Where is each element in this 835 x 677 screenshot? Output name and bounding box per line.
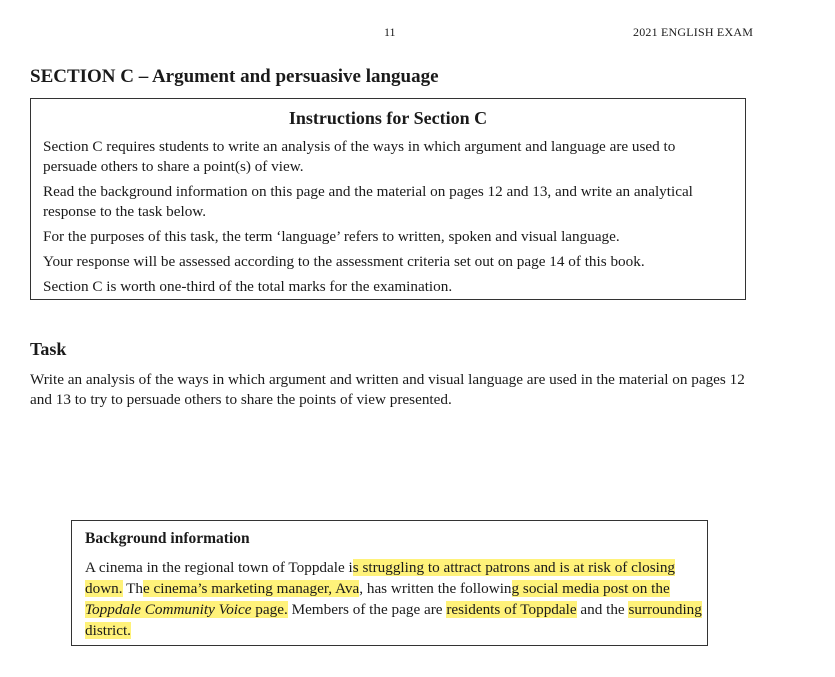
background-text (85, 557, 705, 641)
instruction-paragraph: Section C requires students to write an analysis of the ways in which argument and language are used to persuade others to share a point(s) of view. (43, 138, 676, 175)
highlighted-text: e cinema’s marketing manager, Ava (142, 580, 360, 597)
task-text: Write an analysis of the ways in which argument and written and visual language are used in the material on pages 12 and 13 to try to persuade others to share the points of view presented. (30, 371, 745, 408)
highlighted-text: surrounding district. (85, 601, 702, 639)
section-heading: SECTION C – Argument and persuasive language (30, 66, 439, 87)
highlighted-text: g social media post on the (511, 580, 670, 597)
instruction-paragraph: Section C is worth one-third of the total marks for the examination. (43, 278, 453, 295)
highlighted-text: page. (251, 601, 288, 618)
highlighted-text-publication: Toppdale Community Voice (85, 601, 252, 618)
highlighted-text: residents of Toppdale (446, 601, 577, 618)
instructions-body (43, 137, 733, 302)
background-segment: Members of the page are (287, 601, 447, 618)
instructions-box (30, 98, 746, 300)
instruction-paragraph: For the purposes of this task, the term ‘language’ refers to written, spoken and visual language. (43, 228, 620, 245)
highlighted-text: s struggling to attract patrons and is at risk of closing down. (85, 559, 676, 597)
page-number: 11 (384, 25, 396, 39)
background-segment: Th (122, 580, 143, 597)
instruction-paragraph: Read the background information on this page and the material on pages 12 and 13, and write an analytical response to the task below. (43, 183, 693, 220)
background-segment: and the (576, 601, 629, 618)
instructions-title: Instructions for Section C (288, 108, 488, 128)
background-segment: , has written the followin (359, 580, 512, 597)
background-box (71, 520, 708, 646)
background-segment: A cinema in the regional town of Toppdale i (85, 559, 353, 576)
exam-title: 2021 ENGLISH EXAM (633, 25, 754, 39)
instruction-paragraph: Your response will be assessed according to the assessment criteria set out on page 14 of this book. (43, 253, 645, 270)
task-heading: Task (30, 339, 67, 359)
background-title: Background information (85, 530, 250, 547)
